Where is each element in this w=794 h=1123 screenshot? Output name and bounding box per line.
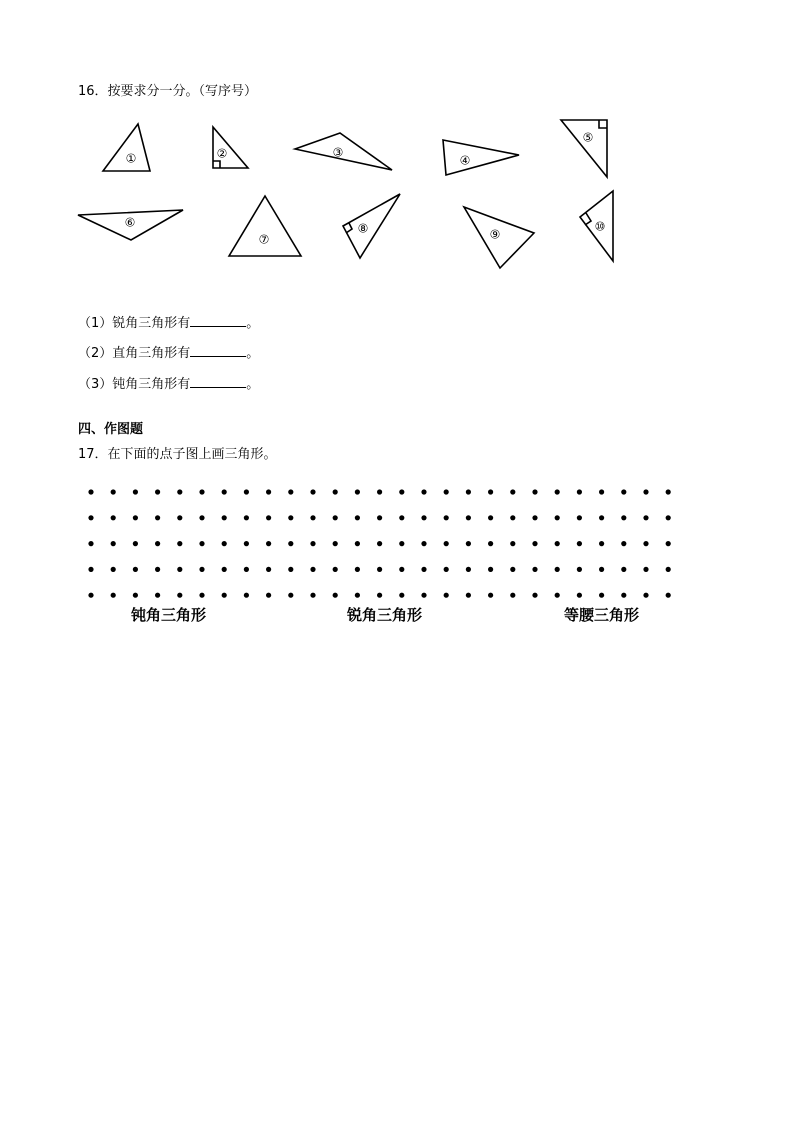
triangle-label-2: ② — [216, 146, 228, 161]
grid-dot[interactable] — [666, 541, 671, 546]
grid-dot[interactable] — [532, 541, 537, 546]
grid-dot[interactable] — [199, 593, 204, 598]
grid-dot[interactable] — [111, 515, 116, 520]
grid-dot[interactable] — [399, 567, 404, 572]
grid-dot[interactable] — [577, 541, 582, 546]
grid-dot[interactable] — [577, 515, 582, 520]
grid-dot[interactable] — [466, 593, 471, 598]
grid-dot[interactable] — [310, 515, 315, 520]
grid-dot[interactable] — [510, 489, 515, 494]
grid-dot[interactable] — [266, 593, 271, 598]
grid-dot[interactable] — [399, 541, 404, 546]
grid-dot[interactable] — [532, 515, 537, 520]
item-obtuse-label: （3）钝角三角形有 — [78, 377, 191, 392]
grid-dot[interactable] — [355, 593, 360, 598]
grid-dot[interactable] — [488, 515, 493, 520]
grid-dot[interactable] — [111, 541, 116, 546]
label-isosceles-triangle: 等腰三角形 — [564, 606, 640, 624]
grid-dot[interactable] — [355, 515, 360, 520]
grid-dot[interactable] — [333, 515, 338, 520]
triangle-label-5: ⑤ — [582, 130, 594, 145]
grid-dot[interactable] — [666, 593, 671, 598]
grid-dot[interactable] — [177, 593, 182, 598]
grid-dot[interactable] — [643, 567, 648, 572]
grid-dot[interactable] — [133, 567, 138, 572]
grid-dot[interactable] — [333, 541, 338, 546]
triangle-label-3: ③ — [332, 145, 344, 160]
grid-dot[interactable] — [244, 515, 249, 520]
grid-dot[interactable] — [155, 515, 160, 520]
grid-dot[interactable] — [555, 567, 560, 572]
grid-dot[interactable] — [577, 593, 582, 598]
grid-dot[interactable] — [333, 489, 338, 494]
grid-dot[interactable] — [133, 489, 138, 494]
grid-dot[interactable] — [466, 567, 471, 572]
grid-dot[interactable] — [133, 593, 138, 598]
grid-dot[interactable] — [355, 489, 360, 494]
grid-dot[interactable] — [266, 567, 271, 572]
grid-dot[interactable] — [88, 541, 93, 546]
grid-dot[interactable] — [399, 515, 404, 520]
grid-dot[interactable] — [399, 489, 404, 494]
grid-dot[interactable] — [466, 515, 471, 520]
grid-dot[interactable] — [599, 515, 604, 520]
grid-dot[interactable] — [399, 593, 404, 598]
grid-dot[interactable] — [666, 567, 671, 572]
grid-dot[interactable] — [421, 489, 426, 494]
grid-dot[interactable] — [222, 489, 227, 494]
grid-dot[interactable] — [510, 541, 515, 546]
grid-dot[interactable] — [266, 515, 271, 520]
triangle-label-1: ① — [125, 151, 137, 166]
grid-dot[interactable] — [421, 567, 426, 572]
section-heading: 四、作图题 — [78, 422, 144, 437]
label-obtuse-triangle: 钝角三角形 — [131, 606, 207, 624]
grid-dot[interactable] — [488, 489, 493, 494]
grid-dot[interactable] — [288, 515, 293, 520]
grid-dot[interactable] — [621, 541, 626, 546]
grid-dot[interactable] — [333, 593, 338, 598]
grid-dot[interactable] — [621, 489, 626, 494]
grid-dot[interactable] — [421, 541, 426, 546]
label-acute-triangle: 锐角三角形 — [347, 606, 423, 624]
grid-dot[interactable] — [222, 567, 227, 572]
grid-dot[interactable] — [444, 515, 449, 520]
grid-dot[interactable] — [88, 489, 93, 494]
triangle-label-7: ⑦ — [258, 232, 270, 247]
triangle-label-8: ⑧ — [357, 221, 369, 236]
grid-dot[interactable] — [377, 489, 382, 494]
triangle-label-9: ⑨ — [489, 227, 501, 242]
grid-dot[interactable] — [288, 593, 293, 598]
grid-dot[interactable] — [532, 567, 537, 572]
item-acute-label: （1）锐角三角形有 — [78, 316, 191, 331]
item-right-label: （2）直角三角形有 — [78, 346, 191, 361]
grid-dot[interactable] — [599, 541, 604, 546]
grid-dot[interactable] — [111, 489, 116, 494]
triangle-label-6: ⑥ — [124, 215, 136, 230]
grid-dot[interactable] — [266, 489, 271, 494]
grid-dot[interactable] — [577, 489, 582, 494]
question-16-title: 16．按要求分一分。（写序号） — [78, 84, 258, 99]
grid-dot[interactable] — [199, 515, 204, 520]
grid-dot[interactable] — [244, 541, 249, 546]
grid-dot[interactable] — [133, 515, 138, 520]
grid-dot[interactable] — [510, 567, 515, 572]
grid-dot[interactable] — [177, 515, 182, 520]
grid-dot[interactable] — [377, 567, 382, 572]
grid-dot[interactable] — [355, 567, 360, 572]
grid-dot[interactable] — [444, 567, 449, 572]
grid-dot[interactable] — [133, 541, 138, 546]
triangle-label-4: ④ — [459, 153, 471, 168]
grid-dot[interactable] — [155, 541, 160, 546]
grid-dot[interactable] — [333, 567, 338, 572]
grid-dot[interactable] — [621, 515, 626, 520]
grid-dot[interactable] — [377, 593, 382, 598]
grid-dot[interactable] — [421, 515, 426, 520]
grid-dot[interactable] — [88, 567, 93, 572]
grid-dot[interactable] — [244, 567, 249, 572]
grid-dot[interactable] — [555, 515, 560, 520]
grid-dot[interactable] — [155, 489, 160, 494]
grid-dot[interactable] — [177, 489, 182, 494]
grid-dot[interactable] — [488, 541, 493, 546]
grid-dot[interactable] — [177, 567, 182, 572]
grid-dot[interactable] — [199, 567, 204, 572]
grid-dot[interactable] — [444, 593, 449, 598]
grid-dot[interactable] — [177, 541, 182, 546]
grid-dot[interactable] — [666, 489, 671, 494]
grid-dot[interactable] — [288, 489, 293, 494]
grid-dot[interactable] — [222, 593, 227, 598]
grid-dot[interactable] — [532, 489, 537, 494]
grid-dot[interactable] — [377, 515, 382, 520]
grid-dot[interactable] — [466, 541, 471, 546]
grid-dot[interactable] — [244, 593, 249, 598]
grid-dot[interactable] — [288, 541, 293, 546]
item-acute-end: 。 — [246, 316, 260, 331]
grid-dot[interactable] — [310, 489, 315, 494]
grid-dot[interactable] — [488, 593, 493, 598]
grid-dot[interactable] — [555, 489, 560, 494]
item-obtuse-end: 。 — [246, 377, 260, 392]
grid-dot[interactable] — [643, 593, 648, 598]
grid-dot[interactable] — [310, 567, 315, 572]
grid-dot[interactable] — [555, 541, 560, 546]
triangle-label-10: ⑩ — [594, 219, 606, 234]
grid-dot[interactable] — [666, 515, 671, 520]
grid-dot[interactable] — [88, 515, 93, 520]
grid-dot[interactable] — [555, 593, 560, 598]
grid-dot[interactable] — [199, 541, 204, 546]
grid-dot[interactable] — [199, 489, 204, 494]
grid-dot[interactable] — [310, 593, 315, 598]
grid-dot[interactable] — [266, 541, 271, 546]
grid-dot[interactable] — [288, 567, 293, 572]
grid-dot[interactable] — [111, 593, 116, 598]
grid-dot[interactable] — [444, 541, 449, 546]
grid-dot[interactable] — [510, 593, 515, 598]
grid-dot[interactable] — [643, 541, 648, 546]
grid-dot[interactable] — [643, 515, 648, 520]
item-right-end: 。 — [246, 346, 260, 361]
grid-dot[interactable] — [621, 567, 626, 572]
grid-dot[interactable] — [621, 593, 626, 598]
grid-dot[interactable] — [444, 489, 449, 494]
grid-dot[interactable] — [421, 593, 426, 598]
grid-dot[interactable] — [377, 541, 382, 546]
grid-dot[interactable] — [155, 567, 160, 572]
grid-dot[interactable] — [599, 489, 604, 494]
grid-dot[interactable] — [532, 593, 537, 598]
grid-dot[interactable] — [599, 567, 604, 572]
grid-dot[interactable] — [466, 489, 471, 494]
grid-dot[interactable] — [510, 515, 515, 520]
grid-dot[interactable] — [88, 593, 93, 598]
grid-dot[interactable] — [310, 541, 315, 546]
grid-dot[interactable] — [577, 567, 582, 572]
grid-dot[interactable] — [355, 541, 360, 546]
grid-dot[interactable] — [599, 593, 604, 598]
grid-dot[interactable] — [643, 489, 648, 494]
grid-dot[interactable] — [222, 515, 227, 520]
grid-dot[interactable] — [488, 567, 493, 572]
grid-dot[interactable] — [155, 593, 160, 598]
grid-dot[interactable] — [244, 489, 249, 494]
question-17-title: 17．在下面的点子图上画三角形。 — [78, 447, 277, 462]
grid-dot[interactable] — [222, 541, 227, 546]
grid-dot[interactable] — [111, 567, 116, 572]
